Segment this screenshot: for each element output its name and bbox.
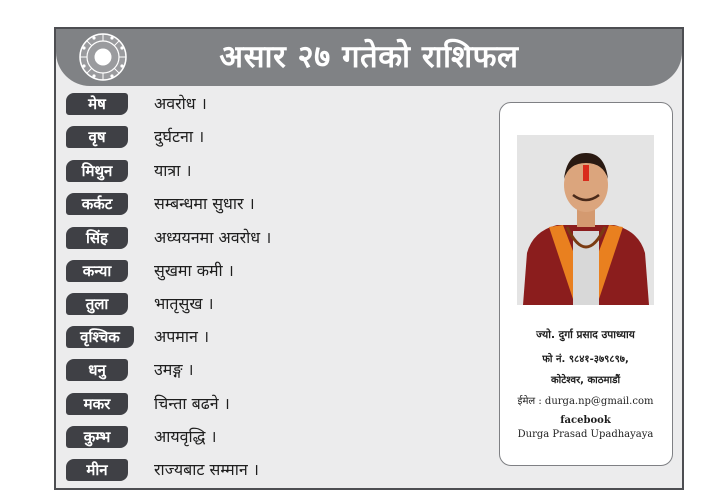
sign-row-mithun <box>66 160 546 182</box>
sign-prediction: उमङ्ग । <box>154 360 194 379</box>
sign-row-meen <box>66 459 546 481</box>
facebook-name: Durga Prasad Upadhayaya <box>517 429 654 440</box>
sign-prediction: दुर्घटना । <box>154 127 205 146</box>
sign-prediction: सुखमा कमी । <box>154 261 234 280</box>
sign-prediction: अध्ययनमा अवरोध । <box>154 228 272 247</box>
sign-row-dhanu <box>66 359 546 381</box>
sign-label: सिंह <box>66 227 128 249</box>
astrologer-profile <box>499 102 673 466</box>
sign-prediction: आयवृद्धि । <box>154 427 217 446</box>
sign-label: कुम्भ <box>66 426 128 448</box>
sign-label: वृश्चिक <box>66 326 134 348</box>
sign-label: मेष <box>66 93 128 115</box>
sign-label: वृष <box>66 126 128 148</box>
horoscope-card <box>54 27 684 490</box>
sign-label: धनु <box>66 359 128 381</box>
sign-row-tula <box>66 293 546 315</box>
sign-label: मिथुन <box>66 160 128 182</box>
sign-label: तुला <box>66 293 128 315</box>
sign-label: मीन <box>66 459 128 481</box>
sign-label: कन्या <box>66 260 128 282</box>
astrologer-email: ईमेल : durga.np@gmail.com <box>517 396 654 407</box>
sign-row-simha <box>66 227 546 249</box>
sign-prediction: भातृसुख । <box>154 294 214 313</box>
astrologer-name: ज्यो. दुर्गा प्रसाद उपाध्याय <box>536 329 635 341</box>
sign-prediction: यात्रा । <box>154 161 192 180</box>
sign-prediction: चिन्ता बढने । <box>154 394 230 413</box>
sign-row-vrishchik <box>66 326 546 348</box>
sign-label: कर्कट <box>66 193 128 215</box>
astrologer-photo <box>517 135 654 305</box>
facebook-label: facebook <box>560 415 611 426</box>
sign-prediction: सम्बन्धमा सुधार । <box>154 194 255 213</box>
sign-prediction: राज्यबाट सम्मान । <box>154 460 259 479</box>
sign-label: मकर <box>66 393 128 415</box>
sign-row-makar <box>66 393 546 415</box>
sign-row-vrish <box>66 126 546 148</box>
header-bar <box>56 29 682 86</box>
sign-row-kumbh <box>66 426 546 448</box>
sign-prediction: अपमान । <box>154 327 210 346</box>
sign-row-mesh <box>66 93 546 115</box>
sign-prediction: अवरोध । <box>154 94 207 113</box>
sign-row-kanya <box>66 260 546 282</box>
astrologer-phone: फो नं. ९८४१-३७९८९७, <box>542 354 629 365</box>
astrologer-address: कोटेश्वर, काठमाडौं <box>550 375 621 386</box>
sign-row-karkat <box>66 193 546 215</box>
page-title: असार २७ गतेको राशिफल <box>219 39 519 75</box>
